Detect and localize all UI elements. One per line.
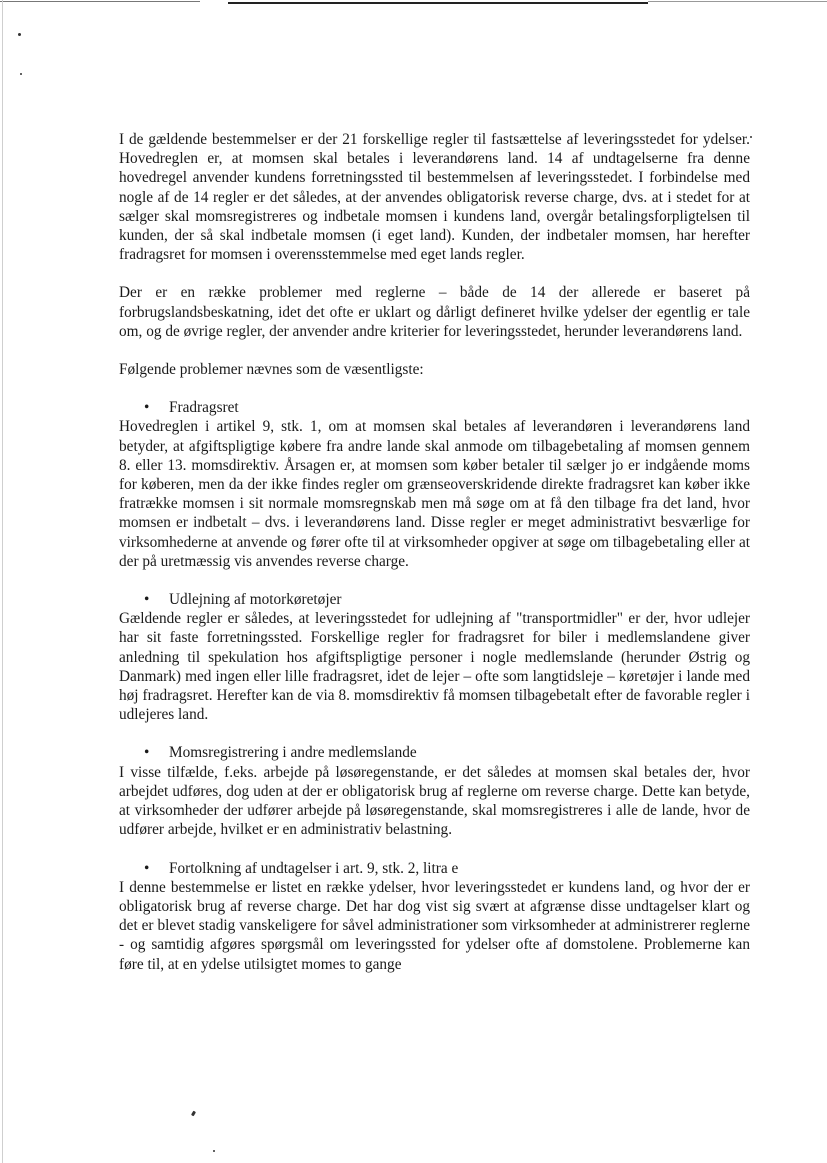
scan-line [228, 2, 648, 4]
bullet-icon: • [144, 399, 150, 417]
section-fradragsret [119, 398, 750, 571]
scan-line [648, 1, 827, 2]
paragraph-intro: I de gældende bestemmelser er der 21 forskellige regler til fastsættelse af leveringsstedet for ydelser. Hovedreglen er, at momsen skal betales i leverandørens land. 14 af undtagelserne fra denne hovedregel anvender kundens forretningssted til bestemmelsen af leveringsstedet. I forbindelse med nogle af de 14 regler er det således, at der anvendes obligatorisk reverse charge, dvs. at i stedet for at sælger skal momsregistreres og indbetale momsen i kundens land, overgår betalingsforpligtelsen til kunden, der så skal indbetale momsen (i eget land). Kunden, der indbetaler momsen, har herefter fradragsret for momsen i overensstemmelse med eget lands regler. [119, 131, 750, 264]
section-momsregistrering [119, 743, 750, 839]
bullet-icon: • [144, 591, 150, 609]
scan-edge-left [2, 0, 3, 1163]
scan-speck [213, 1150, 215, 1152]
section-body: I denne bestemmelse er listet en række ydelser, hvor leveringsstedet er kundens land, og hvor der er obligatorisk brug af reverse charge. Det har dog vist sig svært at afgrænse disse undtagelser klart og det er blevet stadig vanskeligere for såvel administrationer som virksomheder at administrerer reglerne - og samtidig afgøres spørgsmål om leveringssted for ydelser ofte af domstolene. Problemerne kan føre til, at en ydelse utilsigtet momes to gange [119, 878, 750, 973]
scan-speck [191, 1111, 196, 1117]
document-page [119, 130, 750, 993]
section-fortolkning [119, 859, 750, 974]
paragraph-list-intro: Følgende problemer nævnes som de væsentligste: [119, 361, 424, 379]
section-body: I visse tilfælde, f.eks. arbejde på løsøregenstande, er det således at momsen skal betales der, hvor arbejdet udføres, dog uden at der er obligatorisk brug af reglerne om reverse charge. Dette kan betyde, at virksomheder der udfører arbejde på løsøregenstande, skal momsregistreres i alle de lande, hvor de udfører arbejde, hvilket er en administrativ belastning. [119, 763, 750, 839]
scan-speck [750, 136, 752, 138]
bullet-icon: • [144, 859, 150, 877]
section-heading: Udlejning af motorkøretøjer [169, 591, 342, 609]
section-udlejning [119, 590, 750, 724]
section-heading: Fortolkning af undtagelser i art. 9, stk. 2, litra e [169, 859, 459, 877]
bullet-heading [119, 398, 750, 417]
section-heading: Fradragsret [169, 399, 239, 417]
section-body: Gældende regler er således, at leveringsstedet for udlejning af "transportmidler" er der, hvor udlejer har sit faste forretningssted. Forskellige regler for fradragsret for biler i medlemslandene giver anledning til spekulation hos afgiftspligtige personer i nogle medlemslande (herunder Østrig og Danmark) med ingen eller lille fradragsret, idet de lejer – ofte som langtidsleje – køretøjer i lande med høj fradragsret. Herefter kan de via 8. momsdirektiv få momsen tilbagebetalt efter de favorable regler i udlejeres land. [119, 610, 750, 724]
bullet-heading [119, 743, 750, 762]
bullet-heading [119, 859, 750, 878]
scan-edge-top [0, 0, 827, 6]
section-heading: Momsregistrering i andre medlemslande [169, 744, 417, 762]
scan-speck [18, 33, 21, 36]
scan-speck [20, 73, 22, 75]
bullet-icon: • [144, 744, 150, 762]
scan-line [0, 1, 200, 2]
section-body: Hovedreglen i artikel 9, stk. 1, om at momsen skal betales af leverandøren i leverandørens land betyder, at afgiftspligtige købere fra andre lande skal anmode om tilbagebetaling af momsen gennem 8. eller 13. momsdirektiv. Årsagen er, at momsen som køber betaler til sælger jo er indgående moms for køberen, men da der ikke findes regler om grænseoverskridende direkte fradragsret kan køber ikke fratrække momsen i sit normale momsregnskab men må søge om at få den tilbage fra det land, hvor momsen er indbetalt – dvs. i leverandørens land. Disse regler er meget administrativt besværlige for virksomhederne at anvende og fører ofte til at virksomheder opgiver at søge om tilbagebetaling eller at der på uretmæssig vis anvendes reverse charge. [119, 418, 750, 570]
bullet-heading [119, 590, 750, 609]
paragraph-problems: Der er en række problemer med reglerne – både de 14 der allerede er baseret på forbrugslandsbeskatning, idet det ofte er uklart og dårligt defineret hvilke ydelser der egentlig er tale om, og de øvrige regler, der anvender andre kriterier for leveringsstedet, herunder leverandørens land. [119, 284, 750, 340]
